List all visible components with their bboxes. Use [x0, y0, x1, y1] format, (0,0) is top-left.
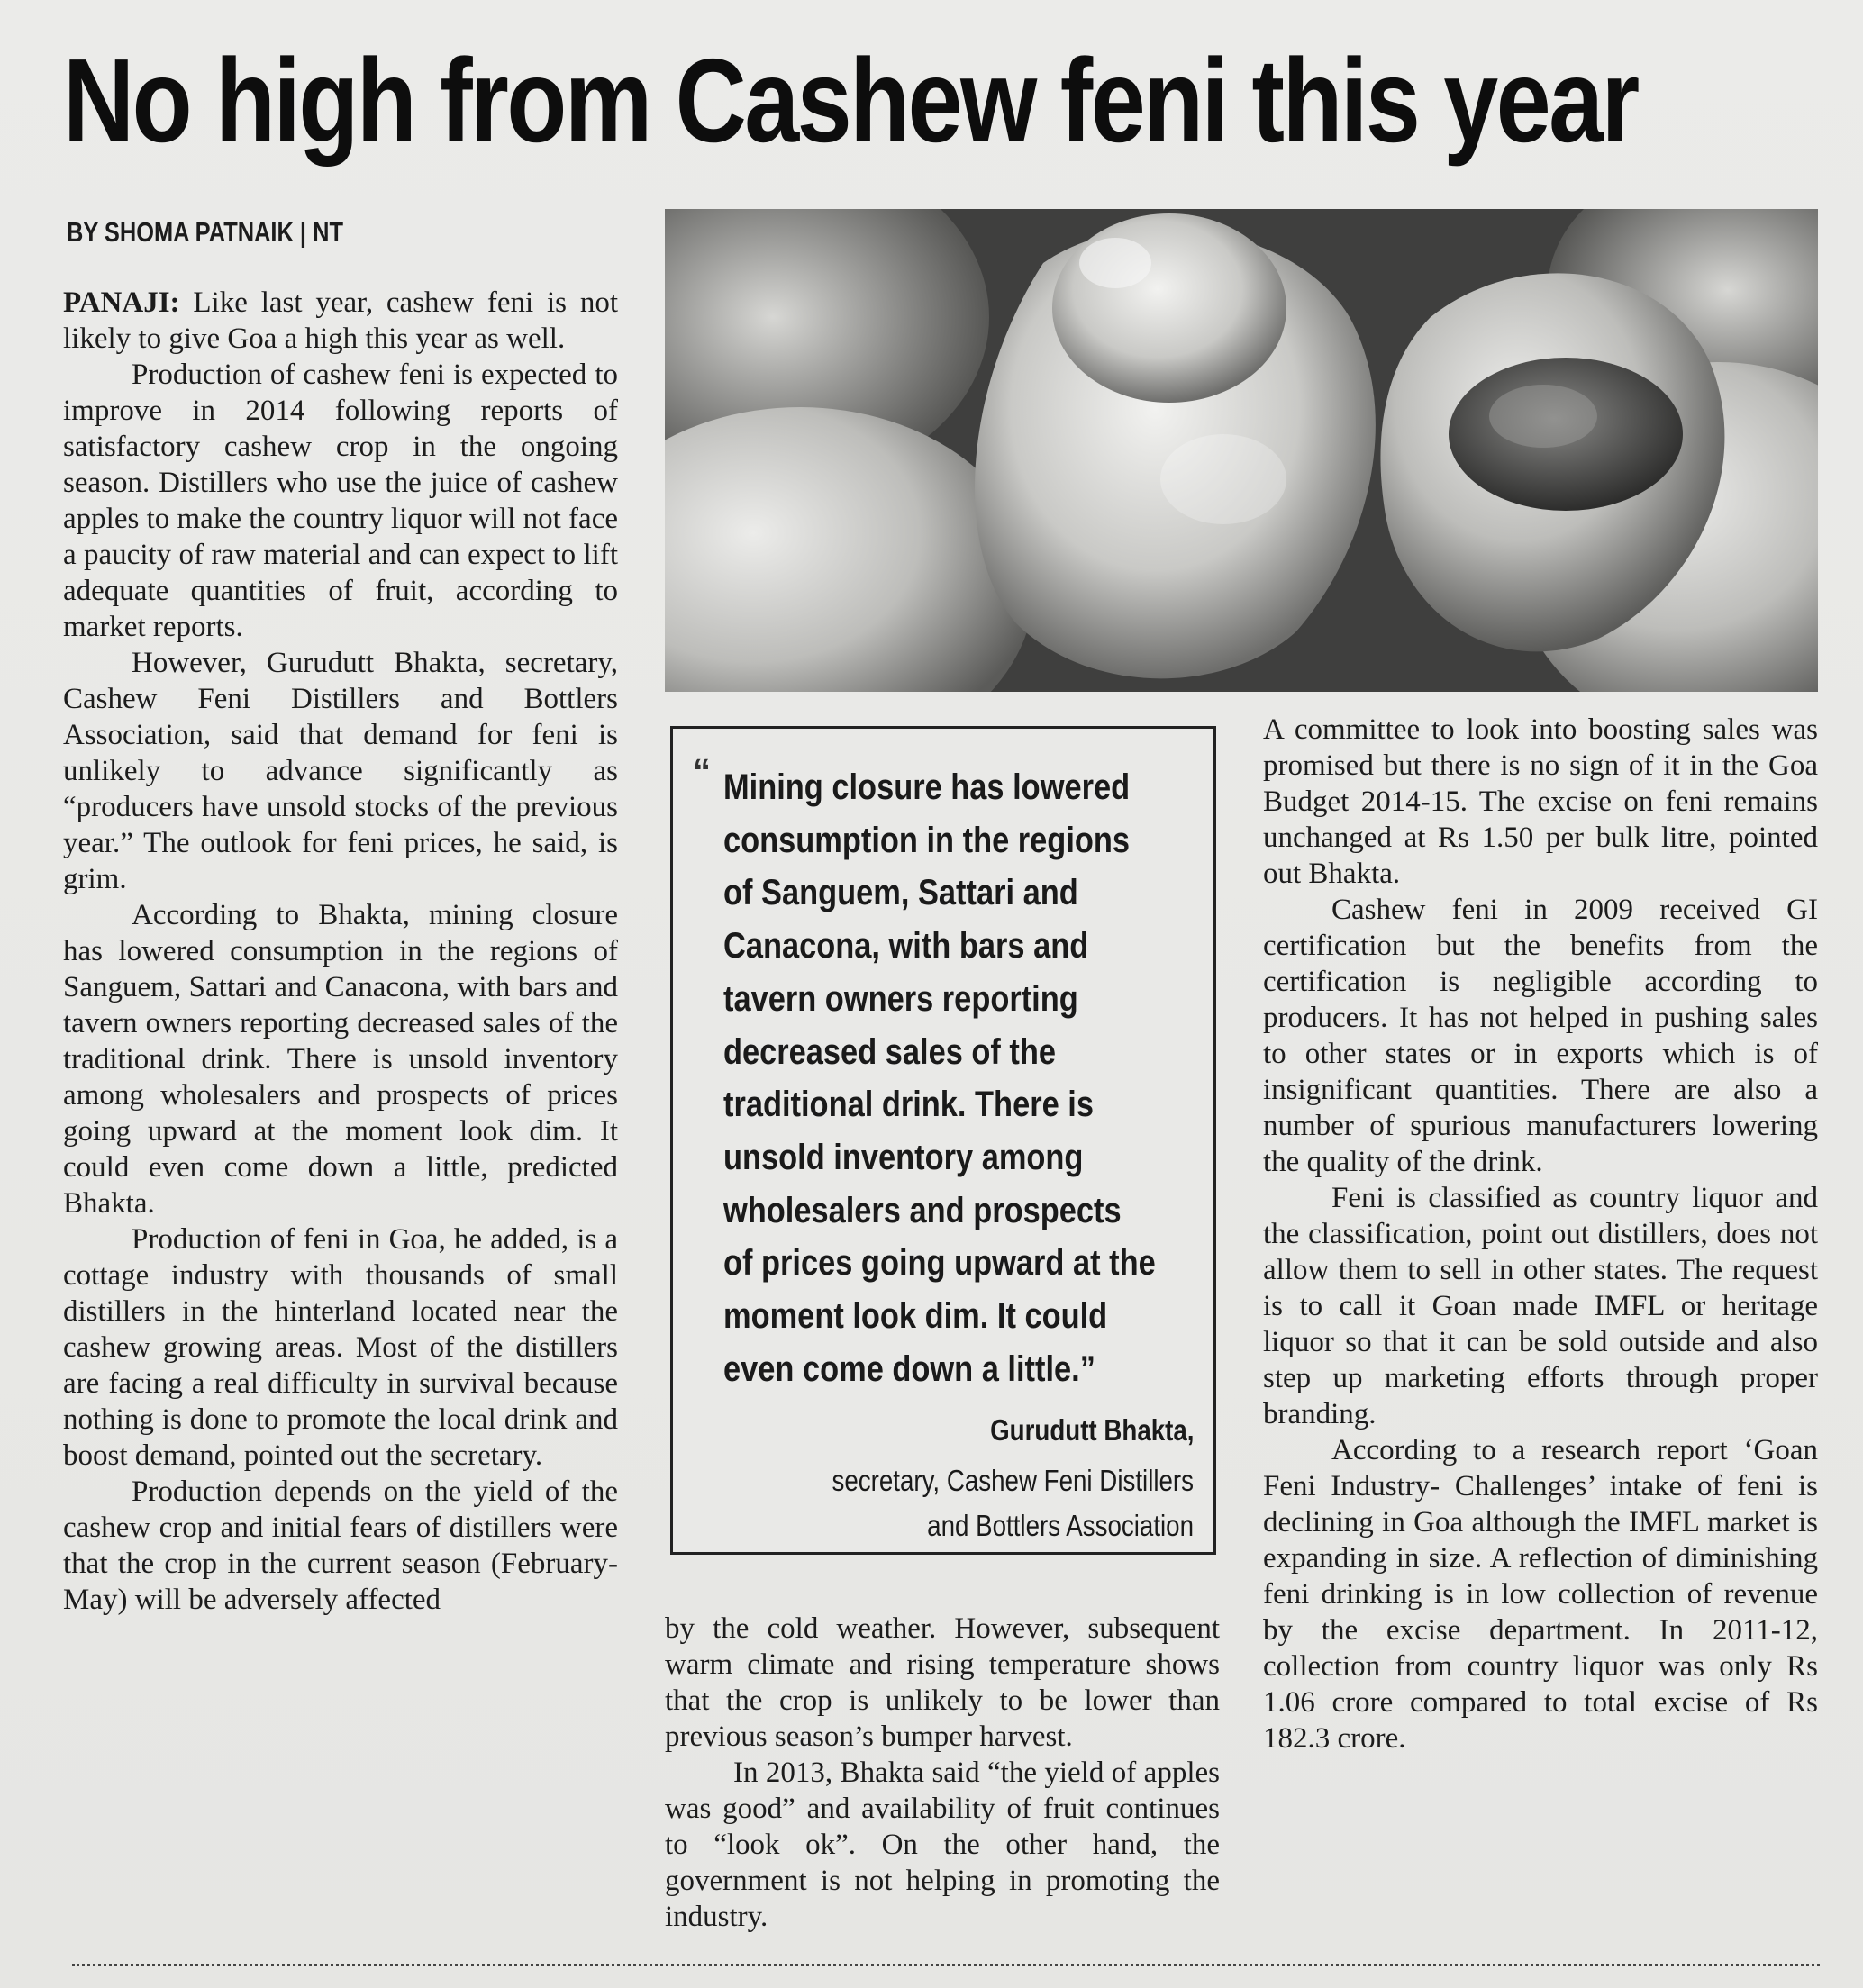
paragraph: Cashew feni in 2009 received GI certification but the benefits from the certification is negligible according to producers. It has not helped in pushing sales to other states or in exports which is of insignificant quantities. There are also a number of spurious manufacturers lowering the quality of the drink.	[1263, 894, 1818, 1178]
article-column-1	[63, 285, 618, 1618]
paragraph: by the cold weather. However, subsequent warm climate and rising temperature shows that the crop is unlikely to be lower than previous season’s bumper harvest.	[665, 1612, 1220, 1753]
paragraph: However, Gurudutt Bhakta, secretary, Cashew Feni Distillers and Bottlers Association, said that demand for feni is unlikely to advance significantly as “producers have unsold stocks of the previous year.” The outlook for feni prices, he said, is grim.	[63, 647, 618, 895]
paragraph: Production depends on the yield of the cashew crop and initial fears of distillers were that the crop in the current season (February-May) will be adversely affected	[63, 1475, 618, 1616]
pull-quote-text: Mining closure has lowered consumption in the regions of Sanguem, Sattari and Canacona, with bars and tavern owners reporting decreased sales of the traditional drink. There is unsold inventory among wholesalers and prospects of prices going upward at the moment look dim. It could even come down a little.”	[723, 767, 1156, 1389]
article-column-2	[665, 1611, 1220, 1935]
paragraph: Production of cashew feni is expected to improve in 2014 following reports of satisfactory cashew crop in the ongoing season. Distillers who use the juice of cashew apples to make the country liquor will not face a paucity of raw material and can expect to lift adequate quantities of fruit, according to market reports.	[63, 359, 618, 643]
paragraph: In 2013, Bhakta said “the yield of apples was good” and availability of fruit continues to “look ok”. On the other hand, the government is not helping in promoting the industry.	[665, 1757, 1220, 1933]
article-column-3	[1263, 712, 1818, 1757]
paragraph: According to Bhakta, mining closure has lowered consumption in the regions of Sanguem, Sattari and Canacona, with bars and tavern owners reporting decreased sales of the traditional drink. There is unsold inventory among wholesalers and prospects of prices going upward at the moment look dim. It could even come down a little, predicted Bhakta.	[63, 899, 618, 1220]
paragraph: According to a research report ‘Goan Feni Industry- Challenges’ intake of feni is declining in Goa although the IMFL market is expanding in size. A reflection of diminishing feni drinking is in low collection of revenue by the excise department. In 2011-12, collection from country liquor was only Rs 1.06 crore compared to total excise of Rs 182.3 crore.	[1263, 1434, 1818, 1755]
cashew-apples-photo	[665, 209, 1818, 692]
quote-attribution-name: Gurudutt Bhakta,	[989, 1413, 1194, 1447]
headline: No high from Cashew feni this year	[63, 34, 1638, 167]
paragraph: Production of feni in Goa, he added, is a cottage industry with thousands of small distillers in the hinterland located near the cashew growing areas. Most of the distillers are facing a real difficulty in survival because nothing is done to promote the local drink and boost demand, pointed out the secretary.	[63, 1223, 618, 1472]
dateline: PANAJI:	[63, 286, 180, 319]
byline: BY SHOMA PATNAIK | NT	[67, 216, 343, 248]
quote-attribution-role: secretary, Cashew Feni Distillers and Bottlers Association	[832, 1464, 1194, 1542]
paragraph: Feni is classified as country liquor and the classification, point out distillers, does not allow them to sell in other states. The request is to call it Goan made IMFL or heritage liquor so that it can be sold outside and also step up marketing efforts through proper branding.	[1263, 1182, 1818, 1430]
paragraph: A committee to look into boosting sales was promised but there is no sign of it in the Goa Budget 2014-15. The excise on feni remains unchanged at Rs 1.50 per bulk litre, pointed out Bhakta.	[1263, 713, 1818, 890]
bottom-rule-divider	[72, 1964, 1820, 1966]
paragraph: PANAJI: Like last year, cashew feni is not likely to give Goa a high this year as well.	[63, 286, 618, 355]
pull-quote-box	[670, 726, 1216, 1555]
quote-mark: “	[693, 752, 711, 792]
